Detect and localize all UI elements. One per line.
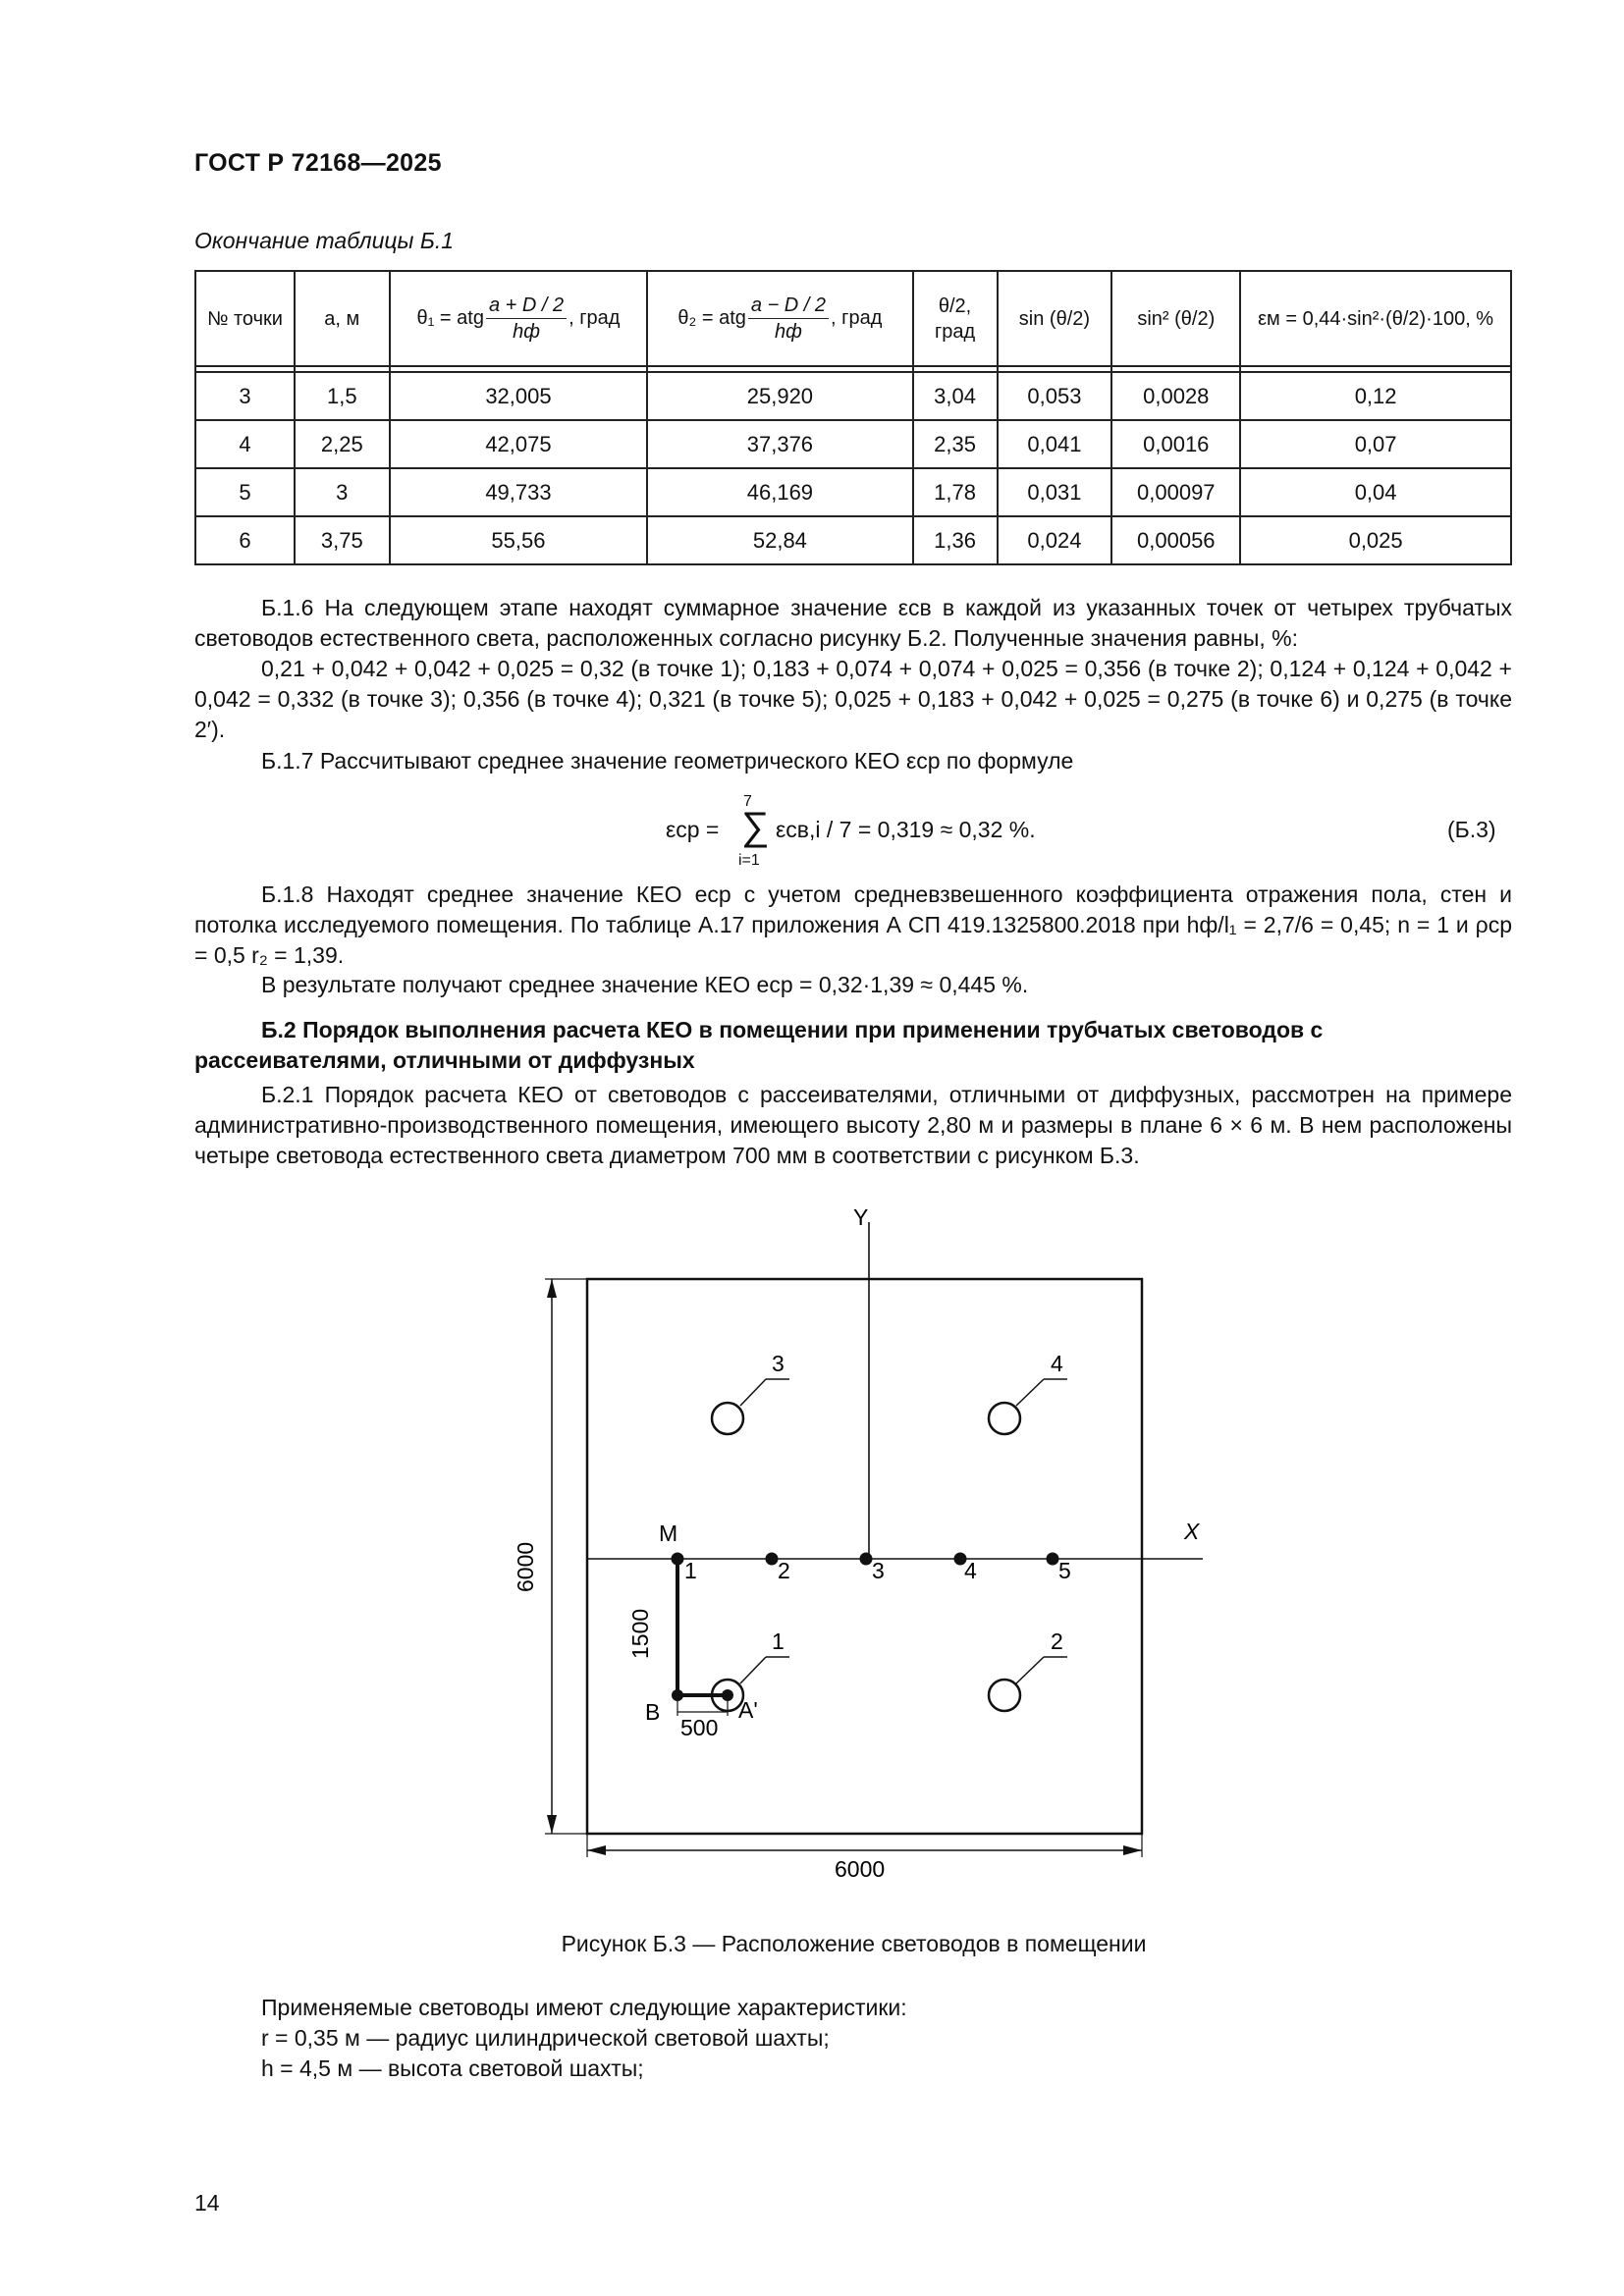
header-theta1 [390,271,647,366]
label-B: B [645,1699,661,1725]
cell: 0,053 [998,372,1112,420]
list-intro: Применяемые световоды имеют следующие характеристики: [261,1995,907,2020]
paragraph-b16: Б.1.6 На следующем этапе находят суммарное значение εсв в каждой из указанных точек от четырех трубчатых световодов естественного света, расположенных согласно рисунку Б.2. Полученные значения равны, %: [194,595,1512,651]
cell: 55,56 [390,516,647,564]
point-B-marker [672,1689,683,1701]
tube-2-circle [989,1680,1020,1711]
theta2-numerator: a − D / 2 [748,293,829,319]
cell: 46,169 [647,468,912,516]
table-row [195,468,1511,516]
figure-b3 [471,1193,1257,1899]
table-header-row [195,271,1511,366]
point-3-marker [860,1553,873,1566]
theta1-suffix: , град [568,306,621,329]
cell: 42,075 [390,420,647,468]
cell: 0,0016 [1111,420,1240,468]
cell: 3 [295,468,390,516]
cell: 0,025 [1240,516,1511,564]
theta2-suffix: , град [831,306,883,329]
header-half-theta: θ/2, град [913,271,998,366]
formula-number: (Б.3) [1447,817,1496,842]
cell: 6 [195,516,295,564]
point-label: 4 [964,1558,977,1583]
formula-sum-upper: 7 [743,793,752,810]
point-2-marker [766,1553,779,1566]
cell: 0,041 [998,420,1112,468]
tube-label: 1 [772,1629,785,1654]
table-row [195,516,1511,564]
header-theta2 [647,271,912,366]
document-header: ГОСТ Р 72168—2025 [194,149,442,177]
table-caption: Окончание таблицы Б.1 [194,228,455,253]
tube-label: 4 [1051,1351,1063,1376]
list-item-h: h = 4,5 м — высота световой шахты; [261,2056,644,2081]
arrow-icon [547,1815,557,1834]
point-label: 3 [872,1558,885,1583]
theta2-prefix: θ₂ = atg [677,306,746,329]
cell: 4 [195,420,295,468]
cell: 0,12 [1240,372,1511,420]
cell: 0,04 [1240,468,1511,516]
arrow-icon [547,1279,557,1298]
list-item-r: r = 0,35 м — радиус цилиндрической световой шахты; [261,2025,830,2051]
cell: 3,04 [913,372,998,420]
figure-caption: Рисунок Б.3 — Расположение световодов в помещении [561,1931,1147,1956]
theta1-denominator: hф [513,321,540,343]
point-5-marker [1047,1553,1059,1566]
cell: 0,00056 [1111,516,1240,564]
cell: 2,35 [913,420,998,468]
dim-left-label: 6000 [513,1541,538,1592]
header-point-number: № точки [195,271,295,366]
tube-label: 3 [772,1351,785,1376]
data-table [194,270,1512,565]
header-epsilon-m: εм = 0,44·sin²·(θ/2)·100, % [1240,271,1511,366]
point-label: 5 [1058,1558,1071,1583]
cell: 1,5 [295,372,390,420]
point-A-prime-marker [722,1689,733,1701]
cell: 25,920 [647,372,912,420]
header-a: а, м [295,271,390,366]
cell: 1,36 [913,516,998,564]
header-sin-squared: sin² (θ/2) [1111,271,1240,366]
paragraph-b18-result: В результате получают среднее значение КЕО eср = 0,32·1,39 ≈ 0,445 %. [261,972,1029,997]
paragraph-b21: Б.2.1 Порядок расчета КЕО от световодов с рассеивателями, отличными от диффузных, рассмотрен на примере административно-производственного помещения, имеющего высоту 2,80 м и размеры в плане 6 × 6 м. В нем расположены четыре световода естественного света диаметром 700 мм в соответствии с рисунком Б.3. [194,1082,1512,1168]
arrow-icon [587,1845,606,1855]
cell: 0,0028 [1111,372,1240,420]
header-sin: sin (θ/2) [998,271,1112,366]
formula-b3-right: εсв,i / 7 = 0,319 ≈ 0,32 %. [776,817,1036,842]
theta1-fraction [486,293,567,345]
table-row [195,420,1511,468]
theta1-numerator: a + D / 2 [486,293,567,319]
dim-500-label: 500 [680,1715,719,1740]
cell: 5 [195,468,295,516]
section-b2-heading: Б.2 Порядок выполнения расчета КЕО в помещении при применении трубчатых световодов с рассеивателями, отличными от диффузных [194,1017,1324,1073]
cell: 3,75 [295,516,390,564]
paragraph-b18: Б.1.8 Находят среднее значение КЕО eср с учетом средневзвешенного коэффициента отражения пола, стен и потолка исследуемого помещения. По таблице А.17 приложения А СП 419.1325800.2018 при hф/l₁ = 2,7/6 = 0,45; n = 1 и ρср = 0,5 r₂ = 1,39. [194,881,1512,968]
theta1-prefix: θ₁ = atg [416,306,484,329]
cell: 49,733 [390,468,647,516]
theta2-fraction [748,293,829,345]
point-label: 2 [778,1558,790,1583]
y-axis-label: Y [853,1204,869,1230]
dim-1500-label: 1500 [627,1608,653,1659]
point-label: 1 [684,1558,697,1583]
page-number: 14 [194,2190,220,2216]
x-axis-label: X [1184,1519,1200,1544]
cell: 2,25 [295,420,390,468]
cell: 1,78 [913,468,998,516]
cell: 0,031 [998,468,1112,516]
cell: 52,84 [647,516,912,564]
paragraph-b16-values: 0,21 + 0,042 + 0,042 + 0,025 = 0,32 (в точке 1); 0,183 + 0,074 + 0,074 + 0,025 = 0,356 (в точке 2); 0,124 + 0,124 + 0,042 + 0,042 = 0,332 (в точке 3); 0,356 (в точке 4); 0,321 (в точке 5); 0,025 + 0,183 + 0,042 + 0,025 = 0,275 (в точке 6) и 0,275 (в точке 2′). [194,656,1512,742]
formula-sum-lower: i=1 [738,852,760,869]
arrow-icon [1123,1845,1142,1855]
theta2-denominator: hф [775,321,802,343]
label-M: M [659,1521,678,1546]
cell: 37,376 [647,420,912,468]
dim-bottom-label: 6000 [835,1856,886,1882]
sum-sign-icon: ∑ [741,805,770,848]
cell: 0,07 [1240,420,1511,468]
paragraph-b17: Б.1.7 Рассчитывают среднее значение геометрического КЕО εср по формуле [261,748,1074,774]
tube-3-circle [712,1403,743,1434]
formula-b3-left: εср = [666,817,720,842]
cell: 0,00097 [1111,468,1240,516]
cell: 32,005 [390,372,647,420]
tube-label: 2 [1051,1629,1063,1654]
label-A-prime: A' [738,1697,758,1723]
table-row [195,372,1511,420]
cell: 0,024 [998,516,1112,564]
tube-4-circle [989,1403,1020,1434]
cell: 3 [195,372,295,420]
